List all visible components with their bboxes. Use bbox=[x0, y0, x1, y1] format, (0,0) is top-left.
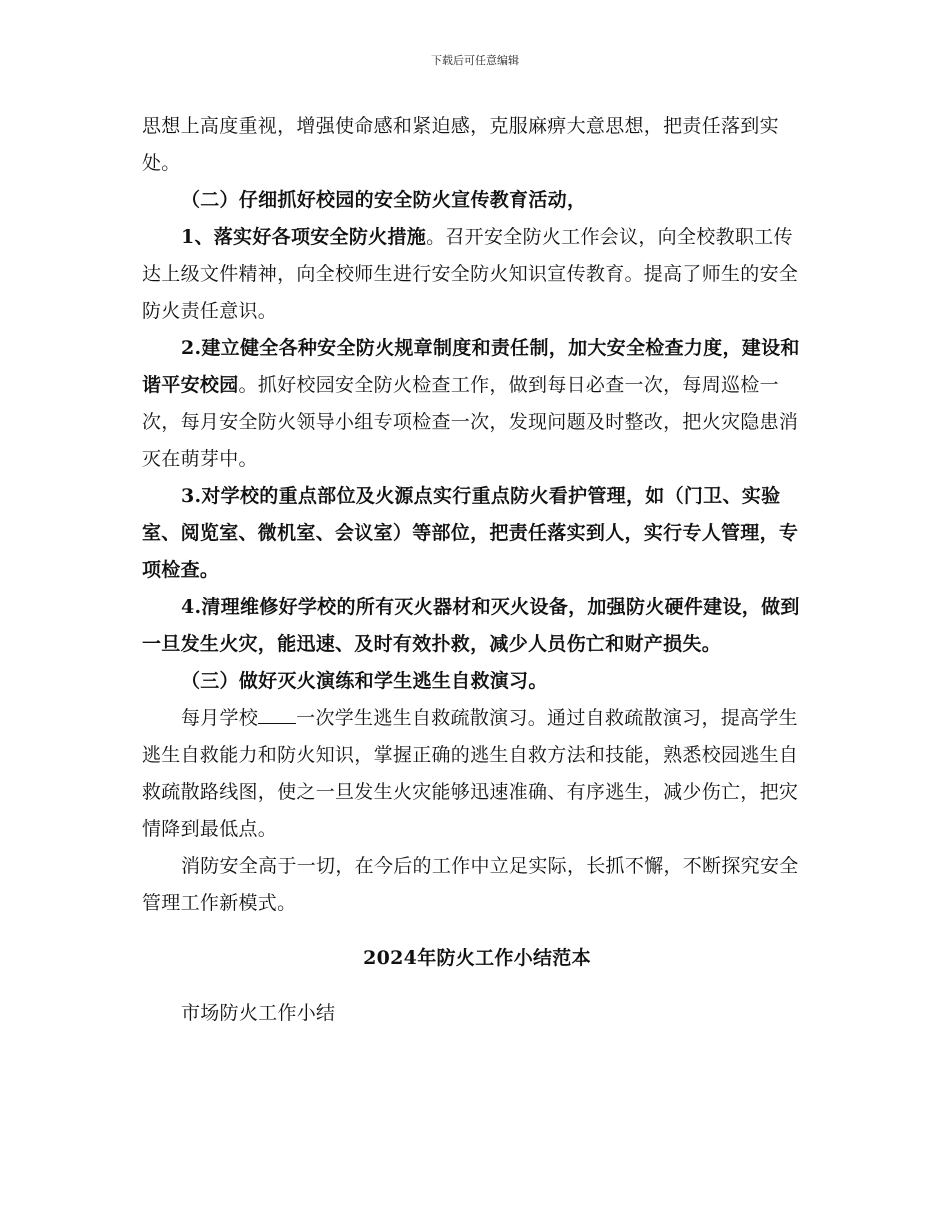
document-subtitle: 市场防火工作小结 bbox=[180, 1002, 336, 1024]
paragraph-conclusion: 消防安全高于一切，在今后的工作中立足实际，长抓不懈，不断探究安全管理工作新模式。 bbox=[142, 855, 799, 914]
item-2-heading: 2.建立健全各种安全防火规章制度和责任制，加大安全检查力度，建设和谐平安校园 bbox=[142, 337, 800, 396]
drill-text-start: 每月学校 bbox=[180, 707, 259, 729]
item-1-text: 。召开安全防火工作会议，向全校教职工传达上级文件精神，向全校师生进行安全防火知识宣传教育。提高了师生的安全防火责任意识。 bbox=[142, 226, 799, 322]
paragraph-item-1 bbox=[142, 219, 812, 330]
paragraph-item-4: 4.清理维修好学校的所有灭火器材和灭火设备，加强防火硬件建设，做到一旦发生火灾，能迅速、及时有效扑救，减少人员伤亡和财产损失。 bbox=[142, 596, 800, 655]
drill-text-rest: 一次学生逃生自救疏散演习。通过自救疏散演习，提高学生逃生自救能力和防火知识，掌握正确的逃生自救方法和技能，熟悉校园逃生自救疏散路线图，使之一旦发生火灾能够迅速准确、有序逃生，减少伤亡，把灾情降到最低点。 bbox=[142, 707, 799, 840]
fill-in-blank bbox=[258, 705, 296, 724]
document-body bbox=[142, 108, 812, 1032]
paragraph-drill bbox=[142, 700, 812, 848]
paragraph-item-3: 3.对学校的重点部位及火源点实行重点防火看护管理，如（门卫、实验室、阅览室、微机室、会议室）等部位，把责任落实到人，实行专人管理，专项检查。 bbox=[142, 485, 799, 581]
section-heading-2: （二）仔细抓好校园的安全防火宣传教育活动， bbox=[180, 189, 587, 211]
paragraph-intro: 思想上高度重视，增强使命感和紧迫感，克服麻痹大意思想，把责任落到实处。 bbox=[142, 115, 779, 174]
page-header: 下载后可任意编辑 bbox=[431, 54, 519, 67]
item-2-text: 。抓好校园安全防火检查工作，做到每日必查一次，每周巡检一次，每月安全防火领导小组专项检查一次，发现问题及时整改，把火灾隐患消灭在萌芽中。 bbox=[142, 374, 799, 470]
item-1-heading: 1、落实好各项安全防火措施 bbox=[180, 226, 427, 248]
paragraph-item-2 bbox=[142, 330, 812, 478]
document-title: 2024年防火工作小结范本 bbox=[363, 947, 591, 969]
section-heading-3: （三）做好灭火演练和学生逃生自救演习。 bbox=[180, 670, 548, 692]
